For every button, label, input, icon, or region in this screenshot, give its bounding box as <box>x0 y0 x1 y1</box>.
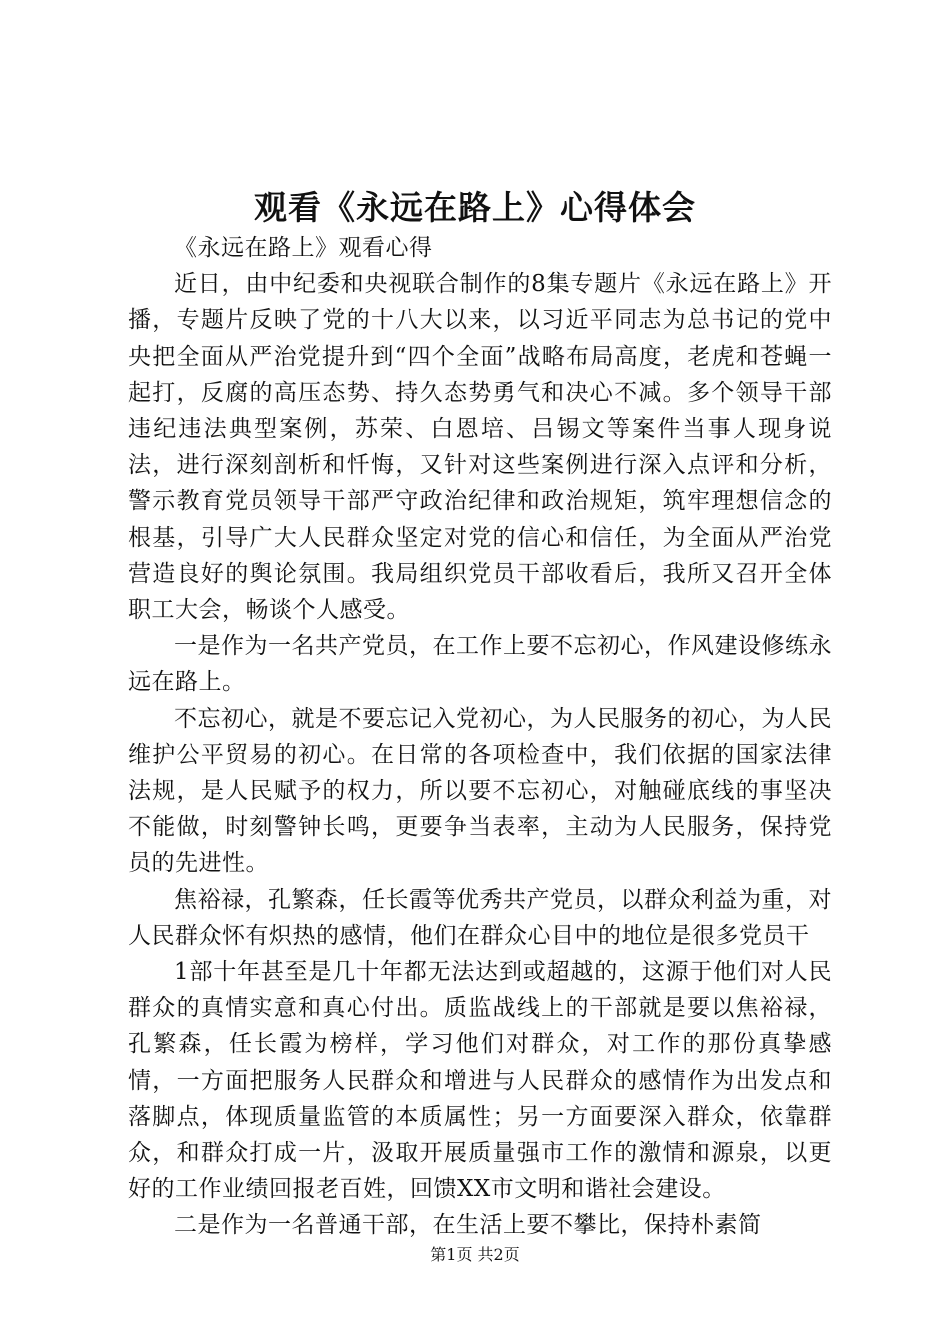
paragraph-subtitle: 《永远在路上》观看心得 <box>174 235 433 261</box>
paragraph-original-intention: 不忘初心，就是不要忘记入党初心，为人民服务的初心，为人民维护公平贸易的初心。在日常的各项检查中，我们依据的国家法律法规，是人民赋予的权力，所以要不忘初心，对触碰底线的事坚决不能做，时刻警钟长鸣，更要争当表率，主动为人民服务，保持党员的先进性。 <box>128 705 832 877</box>
document-body <box>128 230 832 1244</box>
paragraph-point-one: 一是作为一名共产党员，在工作上要不忘初心，作风建设修练永远在路上。 <box>128 633 832 696</box>
paragraph-continuation: 1部十年甚至是几十年都无法达到或超越的，这源于他们对人民群众的真情实意和真心付出。质监战线上的干部就是要以焦裕禄，孔繁森，任长霞为榜样，学习他们对群众，对工作的那份真挚感情，一方面把服务人民群众和增进与人民群众的感情作为出发点和落脚点，体现质量监管的本质属性；另一方面要深入群众，依靠群众，和群众打成一片，汲取开展质量强市工作的激情和源泉，以更好的工作业绩回报老百姓，回馈XX市文明和谐社会建设。 <box>128 959 832 1203</box>
paragraph-intro: 近日，由中纪委和央视联合制作的8集专题片《永远在路上》开播，专题片反映了党的十八大以来，以习近平同志为总书记的党中央把全面从严治党提升到“四个全面”战略布局高度，老虎和苍蝇一起打，反腐的高压态势、持久态势勇气和决心不减。多个领导干部违纪违法典型案例，苏荣、白恩培、吕锡文等案件当事人现身说法，进行深刻剖析和忏悔，又针对这些案例进行深入点评和分析，警示教育党员领导干部严守政治纪律和政治规矩，筑牢理想信念的根基，引导广大人民群众坚定对党的信心和信任，为全面从严治党营造良好的舆论氛围。我局组织党员干部收看后，我所又召开全体职工大会，畅谈个人感受。 <box>128 271 832 624</box>
paragraph-point-two: 二是作为一名普通干部，在生活上要不攀比，保持朴素简 <box>174 1212 762 1239</box>
document-title: 观看《永远在路上》心得体会 <box>254 188 696 227</box>
page-footer: 第1页 共2页 <box>430 1245 520 1264</box>
paragraph-role-models: 焦裕禄，孔繁森，任长霞等优秀共产党员，以群众利益为重，对人民群众怀有炽热的感情，他们在群众心目中的地位是很多党员干 <box>128 886 832 949</box>
